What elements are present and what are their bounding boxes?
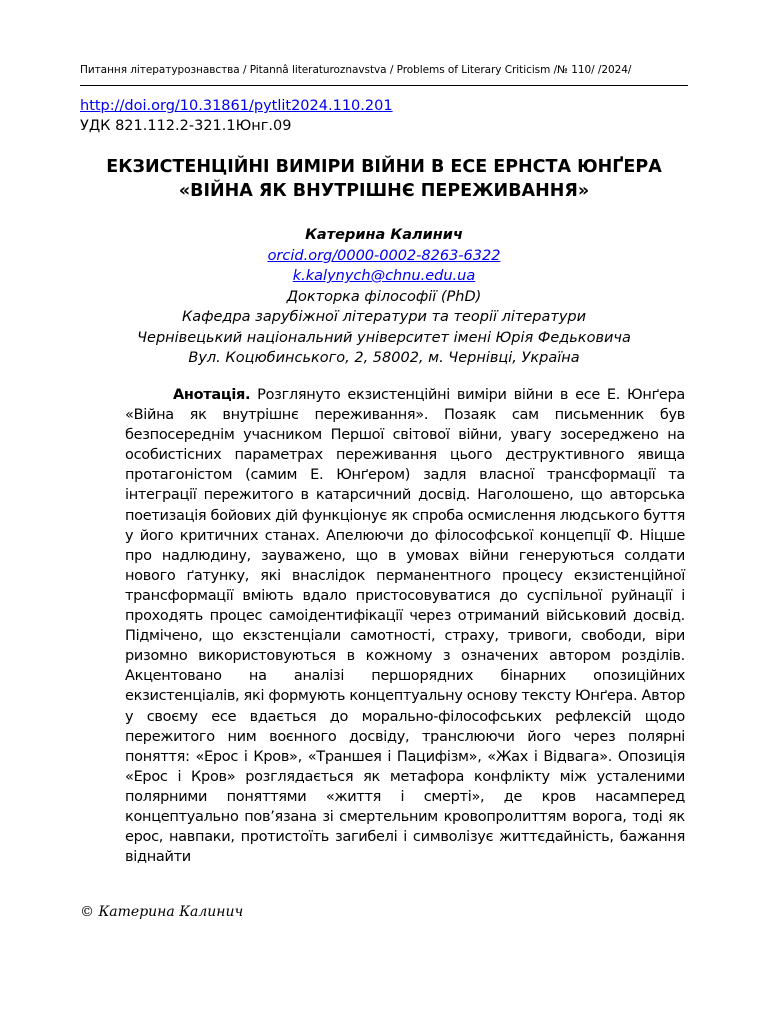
- udc-code: УДК 821.112.2-321.1Юнг.09: [80, 118, 292, 134]
- abstract-text: Розглянуто екзистенційні виміри війни в есе Е. Юнґера «Війна як внутрішнє переживання». Позаяк сам письменник був безпосереднім учасником Першої світової війни, увагу зосереджено на особистісних параметрах переживання цього деструктивного явища протагоністом (самим Е. Юнґером) задля власної трансформації та інтеграції пережитого в катарсичний досвід. Наголошено, що авторська поетизація бойових дій функціонує як спроба осмислення людського буття у його критичних станах. Апелюючи до філософської концепції Ф. Ніцше про надлюдину, зауважено, що в умовах війни генеруються солдати нового ґатунку, які внаслідок перманентного процесу екзистенційної трансформації вміють вдало пристосовуватися до суспільної руйнації і проходять процес самоідентифікації через отриманий військовий досвід. Підмічено, що екзстенціали самотності, страху, тривоги, свободи, віри ризомно використовуються в кожному з означених автором розділів. Акцентовано на аналізі першорядних бінарних опозиційних екзистенціалів, які формують концептуальну основу тексту Юнґера. Автор у своєму есе вдається до морально-філософських рефлексій щодо пережитого ним воєнного досвіду, транслюючи його через полярні поняття: «Ерос і Кров», «Траншея і Пацифізм», «Жах і Відвага». Опозиція «Ерос і Кров» розглядається як метафора конфлікту між усталеними полярними поняттями «життя і смерті», де кров насамперед концептуально пов’язана зі смертельним кровопролиттям ворога, тоді як ерос, навпаки, протистоїть загибелі і символізує життєдайність, бажання віднайти: [125, 387, 685, 866]
- abstract-paragraph: [125, 385, 685, 867]
- article-title-line-1: ЕКЗИСТЕНЦІЙНІ ВИМІРИ ВІЙНИ В ЕСЕ ЕРНСТА ЮНҐЕРА: [106, 157, 662, 177]
- email-link[interactable]: k.kalynych@chnu.edu.ua: [292, 268, 476, 284]
- author-block: [80, 225, 688, 369]
- author-university: Чернівецький національний університет імені Юрія Федьковича: [137, 329, 631, 346]
- doi-link[interactable]: http://doi.org/10.31861/pytlit2024.110.201: [80, 98, 393, 114]
- abstract-label: Анотація.: [173, 387, 251, 403]
- article-title-line-2: «ВІЙНА ЯК ВНУТРІШНЄ ПЕРЕЖИВАННЯ»: [178, 181, 590, 201]
- header-divider: [80, 85, 688, 86]
- author-name: Катерина Калинич: [305, 227, 463, 243]
- article-title: [80, 155, 688, 203]
- author-department: Кафедра зарубіжної літератури та теорії літератури: [181, 309, 587, 325]
- author-degree: Докторка філософії (PhD): [286, 288, 482, 305]
- orcid-link[interactable]: orcid.org/0000-0002-8263-6322: [267, 247, 501, 264]
- copyright-notice: © Катерина Калинич: [80, 904, 244, 920]
- author-address: Вул. Коцюбинського, 2, 58002, м. Чернівці, Україна: [188, 350, 580, 366]
- running-head: Питання літературознавства / Pitannâ literaturoznavstva / Problems of Literary Criticism /№ 110/ /2024/: [80, 64, 632, 76]
